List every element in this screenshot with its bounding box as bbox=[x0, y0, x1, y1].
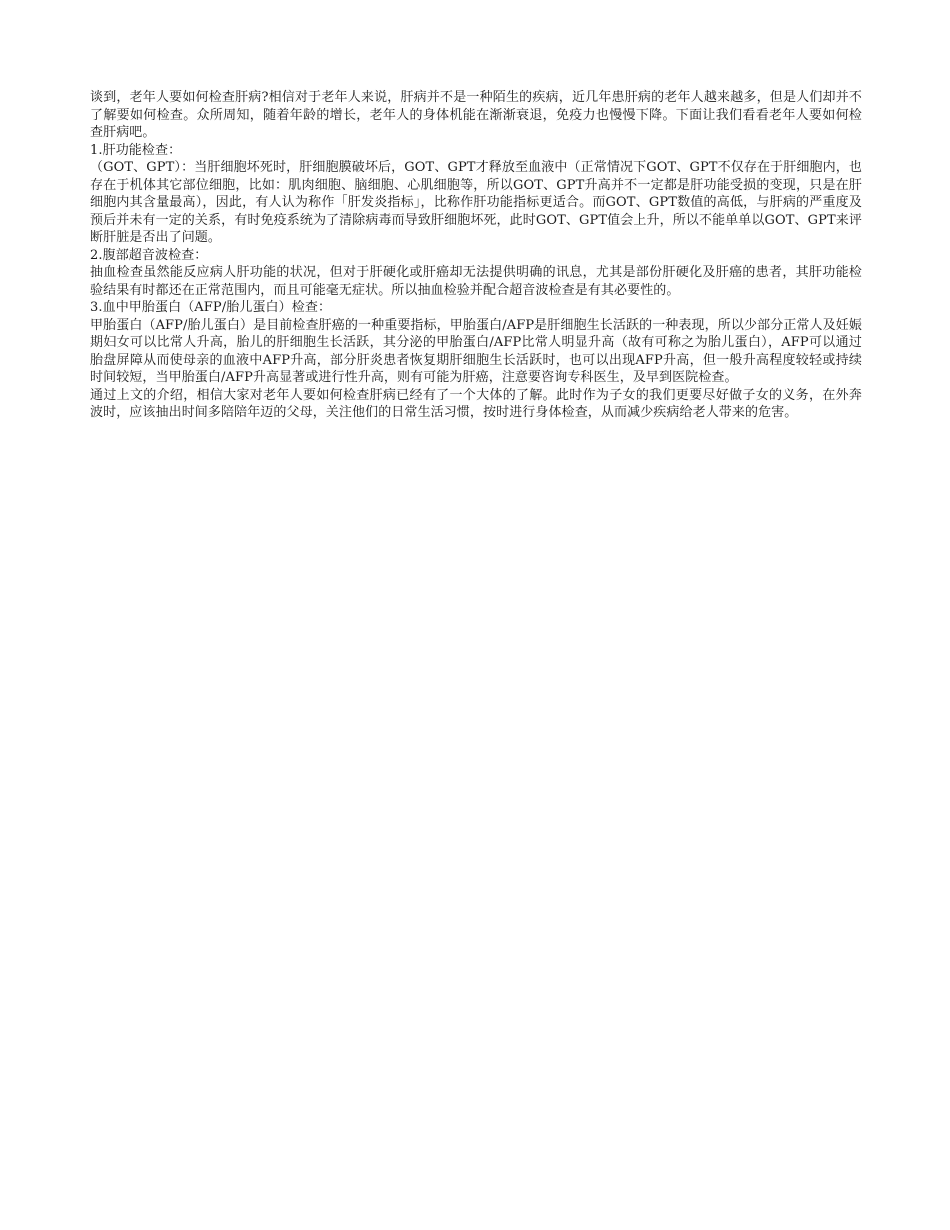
conclusion-paragraph: 通过上文的介绍，相信大家对老年人要如何检查肝病已经有了一个大体的了解。此时作为子女的我们更要尽好做子女的义务，在外奔波时，应该抽出时间多陪陪年迈的父母，关注他们的日常生活习惯，按时进行身体检查，从而减少疾病给老人带来的危害。 bbox=[90, 387, 862, 420]
document-body bbox=[90, 89, 862, 422]
afp-paragraph: 甲胎蛋白（AFP/胎儿蛋白）是目前检查肝癌的一种重要指标，甲胎蛋白/AFP是肝细胞生长活跃的一种表现，所以少部分正常人及妊娠期妇女可以比常人升高，胎儿的肝细胞生长活跃，其分泌的甲胎蛋白/AFP比常人明显升高（故有可称之为胎儿蛋白），AFP可以通过胎盘屏障从而使母亲的血液中AFP升高，部分肝炎患者恢复期肝细胞生长活跃时，也可以出现AFP升高，但一般升高程度较轻或持续时间较短，当甲胎蛋白/AFP升高显著或进行性升高，则有可能为肝癌，注意要咨询专科医生，及早到医院检查。 bbox=[90, 317, 862, 385]
liver-function-paragraph: （GOT、GPT）：当肝细胞坏死时，肝细胞膜破坏后，GOT、GPT才释放至血液中（正常情况下GOT、GPT不仅存在于肝细胞内，也存在于机体其它部位细胞，比如：肌肉细胞、脑细胞、心肌细胞等，所以GOT、GPT升高并不一定都是肝功能受损的变现，只是在肝细胞内其含量最高），因此，有人认为称作「肝发炎指标」，比称作肝功能指标更适合。而GOT、GPT数值的高低，与肝病的严重度及预后并未有一定的关系，有时免疫系统为了清除病毒而导致肝细胞坏死，此时GOT、GPT值会上升，所以不能单单以GOT、GPT来评断肝脏是否出了问题。 bbox=[90, 160, 862, 245]
ultrasound-paragraph: 抽血检查虽然能反应病人肝功能的状况，但对于肝硬化或肝癌却无法提供明确的讯息，尤其是部份肝硬化及肝癌的患者，其肝功能检验结果有时都还在正常范围内，而且可能毫无症状。所以抽血检验并配合超音波检查是有其必要性的。 bbox=[90, 265, 862, 298]
intro-paragraph: 谈到，老年人要如何检查肝病?相信对于老年人来说，肝病并不是一种陌生的疾病，近几年患肝病的老年人越来越多，但是人们却并不了解要如何检查。众所周知，随着年龄的增长，老年人的身体机能在渐渐衰退，免疫力也慢慢下降。下面让我们看看老年人要如何检查肝病吧。 bbox=[90, 90, 862, 140]
section-heading-liver-function: 1.肝功能检查： bbox=[90, 142, 182, 158]
section-heading-afp: 3.血中甲胎蛋白（AFP/胎儿蛋白）检查： bbox=[90, 300, 332, 315]
section-heading-ultrasound: 2.腹部超音波检查： bbox=[90, 247, 208, 263]
